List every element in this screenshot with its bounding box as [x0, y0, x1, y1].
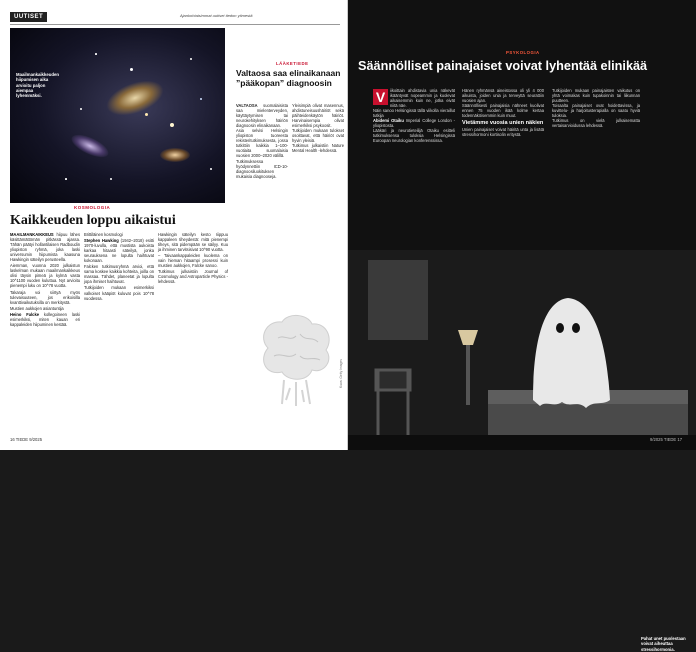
drop-cap: V — [373, 89, 388, 105]
article-column-1 — [373, 88, 455, 248]
article-paragraph: Tutkijoiden mukaan tulokset osoittavat, että häiriöt ovat hyvin yleisiä. — [292, 128, 344, 144]
article-paragraph: Hänen ryhmänsä aineistossa oli yli 4 000 aikuista, joiden unia ja terveyttä seurattiin vuosien ajan. — [462, 88, 544, 104]
galaxy-glow — [68, 130, 111, 161]
article-paragraph: Takaraja voi siirtyä myös tulevaisuuteen, jos erikoisilla kvanttivaikutuksilla on merkitystä. — [10, 289, 80, 305]
article-paragraph: MAAILMANKAIKKEUS hiipuu lähes käsittämättömän pitkässä ajassa. Tähän päätyi hollantilaisen Radboudin yliopiston ryhmä, joka laski universumin hiipumista kaasuna Hawkingin säteilyn perusteella. — [10, 232, 80, 263]
article-paragraph: Tutkimus julkaistiin Nature Mental Health -lehdessä. — [292, 143, 344, 154]
image-credit: Kuva: Getty Images — [339, 359, 343, 388]
article-paragraph: Asia selvisi Helsingin yliopiston tuoreesta rekisteritutkimuksesta, jossa tutkittiin kaikkia 1–100-vuotiaita suomalaisia vuosien 2000–2020 välillä. — [236, 128, 288, 159]
person-name: Abidemi Otaiku — [373, 118, 404, 124]
article-paragraph: Lääkäri ja neurotieteilijä Otaiku esitteli tutkimuksensa tuloksia Helsingissä Euroopan neurologian konferenssissa. — [373, 128, 455, 144]
article-paragraph: iikoittain ahdistavia unia näkevät ikääntyvät nopeammin ja kuolevat aikaisemmin kuin ne, jotka eivät niitä näe. — [390, 88, 455, 109]
article-column-3 — [552, 88, 640, 263]
article-paragraph: Unien painajaiset voivat häiritä unta ja lisätä stressihormoni kortisolin eritystä. — [462, 127, 544, 138]
star — [80, 108, 82, 110]
article-column-2 — [462, 88, 544, 248]
star — [95, 53, 97, 55]
star — [200, 98, 202, 100]
star — [170, 123, 174, 127]
ghost-eye-right — [572, 323, 580, 333]
page-folio: 9/2025 TIEDE 17 — [650, 437, 683, 442]
article-paragraph: VALTAOSA suomalaisista saa mielenterveyden, käyttäytymisen tai neurokehityksen häiriön diagnoosin elinaikanaan. — [236, 103, 288, 129]
article-paragraph: Abidemi Otaiku Imperial College London -yliopistosta. — [373, 118, 456, 129]
sidebar-column-2 — [292, 103, 344, 303]
star — [210, 168, 212, 170]
window-shape — [368, 260, 428, 340]
article-paragraph: Näin sanoo Helsingissä tällä viikolla vieraillut tutkija — [373, 108, 455, 119]
star — [65, 178, 67, 180]
star — [145, 113, 148, 116]
article-paragraph: Heino Falcke kollegoineen laski esimerkiksi, miten kauan eri kappaleiden hiipuminen kestää. — [10, 311, 80, 327]
star — [110, 178, 112, 180]
article-paragraph: Mustien aukkojen asiantuntija — [10, 305, 64, 311]
article-paragraph: – Taivaankappaleiden kuolema on vain hieman hitaampi prosessi kuin mustien aukkojen, Falcke sanoo. — [158, 253, 228, 269]
article-column-1 — [10, 232, 80, 432]
lead-words: VALTAOSA — [236, 103, 258, 108]
galaxy-glow — [160, 148, 190, 162]
sidebar-kicker: LÄÄKETIEDE — [276, 61, 309, 66]
article-headline: Kaikkeuden loppu aikaistui — [10, 213, 176, 228]
article-paragraph: Toisaalta painajaiset ovat hoidettavissa, ja kuvittelu- ja harjoitusterapialla on saatu hyviä tuloksia. — [552, 103, 640, 119]
star — [190, 58, 192, 60]
article-paragraph: Falcken tutkimusryhmä arvioi, että sama koskee kaikkia kohteita, joilla on massaa. Tähdet, planeetat ja lopulta jopa ihmiset haihtuvat. — [84, 264, 154, 285]
article-paragraph: Tutkimus julkaistiin Journal of Cosmology and Astroparticle Physics -lehdessä. — [158, 269, 228, 285]
article-paragraph: Tutkimuksessa hyödynnettiin ICD-10-diagnoosiluokituksen mukaisia diagnooseja. — [236, 158, 288, 179]
article-kicker: KOSMOLOGIA — [74, 205, 111, 210]
brain-illustration — [248, 308, 338, 408]
galaxy-glow — [102, 74, 169, 123]
article-paragraph: Tutkijoiden mukaan painajaisten vaikutus on yhtä voimakas kuin tupakoinnin tai liikunnan puutteen. — [552, 88, 640, 104]
page-tagline: Ajankohtaisimmat uutiset tiedon ytimestä — [180, 13, 253, 18]
article-kicker: PSYKOLOGIA — [506, 50, 540, 55]
article-subheading: Vietämme vuosia unien näkien — [462, 120, 544, 127]
article-paragraph: Säännöllisesti painajaisia nähneet kuolivat ennen 75 vuoden ikää kolme kertaa todennäköisemmin kuin muut. — [462, 103, 544, 119]
star — [130, 68, 133, 71]
article-paragraph: Yleisimpiä olivat masennus, ahdistuneisuushäiriöt sekä päihteidenkäytön häiriöt. Harvinaisempia olivat esimerkiksi psykoosit. — [292, 103, 344, 129]
article-paragraph: Tutkijoiden mukaan esimerkiksi valkoiset kääpiöt kuluvat pois 10^78 vuodessa. — [84, 285, 154, 301]
article-paragraph: Hawkingin säteilyn kesto riippuu kappaleen tiheydestä: mitä pienempi tiheys, sitä pidempään se säilyy. Kuu ja ihminen tarvitsisivat 10^90 vuotta. — [158, 232, 228, 253]
page-folio: 16 TIEDE 9/2025 — [10, 437, 43, 442]
lead-words: MAAILMANKAIKKEUS — [10, 232, 54, 237]
ghost-eye-left — [556, 323, 564, 333]
ghost-photo — [348, 250, 696, 652]
article-column-3 — [158, 232, 228, 432]
galaxy-caption: Maailmankaikkeuden hiipumisen aika arvioitu paljon aiempaa lyhemmäksi. — [16, 72, 59, 99]
section-label: UUTISET — [10, 12, 47, 22]
article-paragraph: Tutkimus on vielä julkaisematta vertaisarvioidussa lehdessä. — [552, 118, 640, 129]
article-paragraph: Aiemman, vuonna 2020 julkaistun laskelman mukaan maailmankaikkeus olisi täysin pimeä ja kylmä vasta 10^1100 vuoden kuluttua. Nyt arvioitu pienempi luku on 10^78 vuotta. — [10, 263, 80, 289]
galaxy-photo — [10, 28, 225, 203]
person-name: Heino Falcke — [10, 311, 40, 317]
article-paragraph: Brittiläinen kosmologi — [84, 232, 123, 237]
article-column-2 — [84, 232, 154, 432]
right-page — [348, 0, 696, 652]
left-page — [0, 0, 348, 450]
person-name: Stephen Hawking — [84, 238, 119, 244]
article-paragraph: Stephen Hawking (1942–2018) esitti 1970-luvulla, että mustista aukoista karkaa hitaasti säteilyä, jonka seurauksena ne lopulta haihtuvat kokonaan. — [84, 238, 154, 264]
article-headline: Säännölliset painajaiset voivat lyhentää elinikää — [358, 59, 648, 73]
photo-caption: Pahat unet puolestaan voivat aiheuttaa stressihormonia. — [641, 636, 686, 652]
lamp-stand — [466, 345, 470, 405]
sidebar-article — [236, 28, 346, 433]
header-divider — [10, 24, 340, 25]
sidebar-column-1 — [236, 103, 288, 303]
bedroom-scene — [348, 250, 696, 450]
sidebar-headline: Valtaosa saa elinaikanaan ”pääkopan” diagnoosin — [236, 68, 341, 88]
